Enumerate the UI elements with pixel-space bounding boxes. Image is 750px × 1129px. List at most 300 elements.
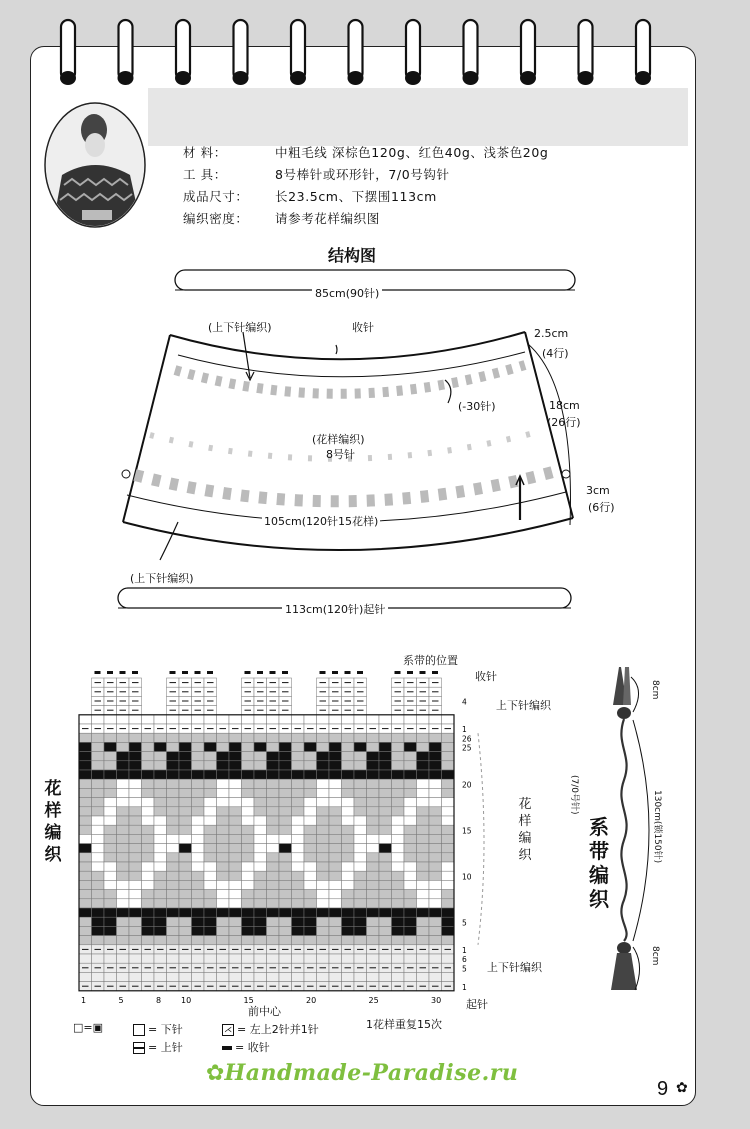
chart-cell — [192, 844, 205, 853]
chart-cell — [379, 853, 392, 862]
chart-cell — [304, 853, 317, 862]
chart-cell — [104, 853, 117, 862]
chart-cell — [417, 761, 430, 770]
chart-cell — [279, 752, 292, 761]
chart-cell — [329, 779, 342, 788]
chart-cell — [267, 788, 280, 797]
chart-cell — [129, 844, 142, 853]
chart-cell — [279, 834, 292, 843]
chart-cell — [342, 890, 355, 899]
chart-cell — [154, 890, 167, 899]
chart-cell — [79, 926, 92, 935]
chart-cell — [354, 752, 367, 761]
chart-cell — [242, 761, 255, 770]
chart-cell — [292, 972, 305, 981]
chart-cell — [367, 862, 380, 871]
chart-cell — [417, 834, 430, 843]
chart-cell — [129, 788, 142, 797]
chart-cell — [279, 908, 292, 917]
chart-cell — [192, 752, 205, 761]
chart-cell — [217, 742, 230, 751]
chart-cell — [304, 908, 317, 917]
chart-cell — [429, 816, 442, 825]
chart-cell — [129, 742, 142, 751]
chart-cell — [267, 834, 280, 843]
chart-cell — [354, 844, 367, 853]
chart-cell — [279, 816, 292, 825]
chart-cell — [392, 825, 405, 834]
chart-cell — [217, 936, 230, 945]
chart-cell — [167, 788, 180, 797]
chart-cell — [404, 788, 417, 797]
chart-cell — [254, 761, 267, 770]
chart-cell — [317, 770, 330, 779]
chart-cell — [204, 853, 217, 862]
chart-cell — [217, 890, 230, 899]
chart-cell — [292, 715, 305, 724]
chart-cell — [254, 853, 267, 862]
chart-cell — [217, 816, 230, 825]
repeat-note: 1花样重复15次 — [366, 1018, 442, 1031]
chart-cell — [204, 816, 217, 825]
chart-cell — [179, 715, 192, 724]
chart-cell — [442, 926, 455, 935]
chart-cell — [367, 752, 380, 761]
chart-cell — [329, 844, 342, 853]
chart-cell — [354, 825, 367, 834]
chart-cell — [154, 752, 167, 761]
chart-cell — [404, 853, 417, 862]
bind-off-mark — [257, 671, 263, 674]
chart-cell — [142, 825, 155, 834]
chart-cell — [79, 880, 92, 889]
chart-cell — [204, 770, 217, 779]
chart-cell — [267, 816, 280, 825]
chart-cell — [117, 890, 130, 899]
chart-cell — [229, 752, 242, 761]
chart-cell — [104, 742, 117, 751]
chart-cell — [279, 917, 292, 926]
chart-cell — [267, 972, 280, 981]
bind-off-mark — [345, 671, 351, 674]
chart-cell — [429, 770, 442, 779]
chart-cell — [129, 926, 142, 935]
chart-cell — [292, 954, 305, 963]
chart-cell — [254, 899, 267, 908]
chart-cell — [267, 880, 280, 889]
chart-cell — [154, 733, 167, 742]
chart-cell — [254, 834, 267, 843]
chart-cell — [142, 853, 155, 862]
chart-cell — [354, 798, 367, 807]
chart-cell — [104, 908, 117, 917]
chart-cell — [329, 742, 342, 751]
chart-cell — [179, 954, 192, 963]
chart-cell — [354, 807, 367, 816]
chart-cell — [104, 926, 117, 935]
chart-cell — [379, 761, 392, 770]
chart-cell — [217, 844, 230, 853]
chart-cell — [179, 761, 192, 770]
chart-cell — [229, 807, 242, 816]
chart-cell — [79, 936, 92, 945]
chart-cell — [429, 798, 442, 807]
chart-cell — [292, 834, 305, 843]
chart-cell — [392, 788, 405, 797]
chart-cell — [367, 715, 380, 724]
chart-cell — [417, 871, 430, 880]
dim-top-cm: 2.5cm — [534, 327, 569, 340]
chart-cell — [79, 742, 92, 751]
needle-label: 8号针 — [326, 448, 355, 461]
chart-cell — [179, 834, 192, 843]
legend-knit — [133, 1021, 183, 1037]
bind-off-mark — [120, 671, 126, 674]
chart-cell — [92, 853, 105, 862]
chart-cell — [79, 788, 92, 797]
chart-cell — [317, 871, 330, 880]
spiral-binding — [0, 0, 750, 100]
chart-cell — [92, 761, 105, 770]
chart-cell — [167, 954, 180, 963]
chart-cell — [442, 834, 455, 843]
chart-cell — [304, 954, 317, 963]
chart-cell — [217, 788, 230, 797]
chart-cell — [254, 908, 267, 917]
chart-cell — [242, 908, 255, 917]
chart-cell — [342, 880, 355, 889]
chart-cell — [429, 788, 442, 797]
chart-cell — [292, 926, 305, 935]
chart-cell — [129, 954, 142, 963]
bind-off-mark — [320, 671, 326, 674]
chart-cell — [392, 899, 405, 908]
chart-cell — [417, 908, 430, 917]
chart-cell — [379, 972, 392, 981]
bind-off-mark — [432, 671, 438, 674]
chart-cell — [92, 807, 105, 816]
bind-off-mark — [357, 671, 363, 674]
bind-off-mark — [170, 671, 176, 674]
chart-cell — [229, 936, 242, 945]
top-band-label: (上下针编织) — [208, 321, 272, 334]
chart-cell — [392, 936, 405, 945]
chart-cell — [354, 834, 367, 843]
chart-cell — [417, 972, 430, 981]
chart-cell — [79, 853, 92, 862]
bottom-band-label: (上下针编织) — [130, 572, 194, 585]
binding-ring — [175, 20, 191, 85]
chart-cell — [304, 844, 317, 853]
chart-cell — [192, 871, 205, 880]
chart-cell — [304, 834, 317, 843]
info-label: 成品尺寸： — [183, 189, 249, 204]
chart-cell — [117, 871, 130, 880]
dim-top-rows: (4行) — [542, 347, 569, 360]
chart-cell — [354, 862, 367, 871]
chart-cell — [167, 880, 180, 889]
chart-cell — [392, 752, 405, 761]
chart-cell — [342, 908, 355, 917]
chart-cell — [342, 853, 355, 862]
chart-cell — [404, 761, 417, 770]
info-value: 8号棒针或环形针，7/0号钩针 — [275, 167, 450, 182]
chart-cell — [254, 742, 267, 751]
chart-cell — [329, 871, 342, 880]
chart-cell — [279, 807, 292, 816]
chart-cell — [154, 834, 167, 843]
tie-title: 系带编织 — [589, 815, 609, 911]
binding-ring — [233, 20, 249, 85]
column-number: 10 — [181, 995, 192, 1005]
chart-cell — [342, 816, 355, 825]
info-value: 中粗毛线 深棕色120g、红色40g、浅茶色20g — [275, 145, 549, 160]
chart-cell — [129, 862, 142, 871]
bind-off-mark — [420, 671, 426, 674]
chart-cell — [142, 807, 155, 816]
chart-cell — [329, 972, 342, 981]
chart-cell — [267, 807, 280, 816]
chart-cell — [304, 779, 317, 788]
chart-cell — [254, 972, 267, 981]
legend-purl-text: = 上针 — [148, 1041, 183, 1054]
chart-cell — [379, 816, 392, 825]
chart-cell — [392, 862, 405, 871]
chart-cell — [154, 871, 167, 880]
chart-cell — [104, 825, 117, 834]
chart-cell — [342, 936, 355, 945]
structure-diagram — [0, 260, 750, 640]
chart-cell — [179, 733, 192, 742]
chart-cell — [92, 890, 105, 899]
chart-cell — [92, 926, 105, 935]
chart-cell — [167, 972, 180, 981]
chart-cell — [229, 853, 242, 862]
pattern-brace — [478, 733, 484, 945]
chart-cell — [317, 899, 330, 908]
chart-cell — [317, 890, 330, 899]
chart-cell — [442, 807, 455, 816]
chart-cell — [92, 917, 105, 926]
chart-cell — [279, 926, 292, 935]
chart-cell — [117, 908, 130, 917]
chart-cell — [117, 917, 130, 926]
chart-cell — [79, 890, 92, 899]
chart-cell — [279, 853, 292, 862]
chart-cell — [354, 954, 367, 963]
chart-cell — [342, 972, 355, 981]
chart-cell — [217, 954, 230, 963]
chart-cell — [404, 880, 417, 889]
chart-cell — [179, 926, 192, 935]
chart-cell — [329, 807, 342, 816]
chart-cell — [304, 871, 317, 880]
chart-cell — [317, 798, 330, 807]
chart-cell — [104, 761, 117, 770]
chart-cell — [179, 972, 192, 981]
chart-cell — [304, 917, 317, 926]
chart-cell — [167, 844, 180, 853]
chart-cell — [267, 733, 280, 742]
chart-cell — [367, 770, 380, 779]
chart-cell — [129, 917, 142, 926]
chart-cell — [92, 715, 105, 724]
chart-cell — [92, 788, 105, 797]
chart-cell — [354, 715, 367, 724]
chart-cell — [417, 890, 430, 899]
chart-cell — [279, 890, 292, 899]
chart-cell — [192, 779, 205, 788]
chart-cell — [104, 715, 117, 724]
chart-cell — [192, 890, 205, 899]
chart-cell — [379, 926, 392, 935]
chart-cell — [217, 761, 230, 770]
chart-cell — [142, 798, 155, 807]
chart-cell — [129, 871, 142, 880]
chart-cell — [317, 761, 330, 770]
column-number: 30 — [431, 995, 442, 1005]
chart-cell — [92, 742, 105, 751]
chart-cell — [254, 926, 267, 935]
chart-cell — [379, 825, 392, 834]
chart-cell — [129, 853, 142, 862]
chart-cell — [442, 954, 455, 963]
chart-cell — [167, 816, 180, 825]
chart-cell — [442, 733, 455, 742]
chart-cell — [254, 890, 267, 899]
chart-cell — [304, 862, 317, 871]
chart-cell — [229, 926, 242, 935]
chart-cell — [404, 972, 417, 981]
chart-cell — [342, 788, 355, 797]
chart-cell — [142, 880, 155, 889]
k2tog-symbol-icon: ⋌ — [224, 1025, 232, 1034]
chart-cell — [267, 936, 280, 945]
chart-cell — [92, 871, 105, 880]
chart-cell — [229, 715, 242, 724]
chart-cell — [367, 825, 380, 834]
bind-off-mark — [332, 671, 338, 674]
chart-cell — [254, 715, 267, 724]
tassel-top-length: 8cm — [650, 680, 660, 700]
info-value: 长23.5cm、下摆围113cm — [275, 189, 437, 204]
legend-bind-off — [222, 1039, 270, 1055]
chart-cell — [79, 807, 92, 816]
chart-cell — [442, 917, 455, 926]
chart-cell — [317, 880, 330, 889]
chart-cell — [117, 844, 130, 853]
chart-cell — [192, 972, 205, 981]
chart-cell — [104, 936, 117, 945]
chart-cell — [367, 880, 380, 889]
chart-cell — [317, 807, 330, 816]
chart-cell — [329, 917, 342, 926]
chart-cell — [279, 825, 292, 834]
chart-cell — [317, 917, 330, 926]
row-number: 25 — [462, 743, 472, 753]
chart-cell — [92, 908, 105, 917]
chart-cell — [404, 844, 417, 853]
chart-cell — [217, 834, 230, 843]
chart-cell — [167, 862, 180, 871]
chart-cell — [79, 798, 92, 807]
chart-cell — [379, 752, 392, 761]
chart-cell — [304, 761, 317, 770]
chart-cell — [367, 899, 380, 908]
chart-cell — [142, 899, 155, 908]
chart-cell — [442, 899, 455, 908]
chart-cell — [267, 752, 280, 761]
chart-cell — [404, 899, 417, 908]
chart-cell — [129, 733, 142, 742]
chart-cell — [367, 733, 380, 742]
chart-cell — [217, 926, 230, 935]
chart-cell — [329, 899, 342, 908]
chart-cell — [292, 733, 305, 742]
bind-off-mark — [182, 671, 188, 674]
chart-cell — [292, 816, 305, 825]
chart-cell — [242, 899, 255, 908]
chart-cell — [367, 926, 380, 935]
chart-cell — [442, 752, 455, 761]
chart-cell — [167, 770, 180, 779]
chart-cell — [242, 917, 255, 926]
chart-cell — [404, 862, 417, 871]
chart-cell — [329, 954, 342, 963]
chart-cell — [404, 770, 417, 779]
chart-cell — [117, 788, 130, 797]
chart-cell — [217, 972, 230, 981]
chart-cell — [292, 798, 305, 807]
chart-cell — [179, 908, 192, 917]
chart-cell — [167, 825, 180, 834]
chart-cell — [204, 788, 217, 797]
chart-cell — [217, 871, 230, 880]
chart-cell — [217, 917, 230, 926]
chart-cell — [129, 825, 142, 834]
chart-bottom-band-label: 上下针编织 — [487, 961, 542, 974]
chart-cell — [154, 770, 167, 779]
chart-cell — [442, 936, 455, 945]
chart-cell — [267, 926, 280, 935]
chart-cell — [279, 715, 292, 724]
chart-cell — [104, 779, 117, 788]
chart-cell — [217, 825, 230, 834]
chart-cell — [329, 853, 342, 862]
row-number: 4 — [462, 697, 467, 707]
chart-cell — [167, 742, 180, 751]
model-photo-image — [42, 100, 148, 230]
chart-cell — [442, 816, 455, 825]
chart-cell — [229, 788, 242, 797]
chart-cell — [229, 862, 242, 871]
chart-cell — [167, 779, 180, 788]
chart-cell — [367, 788, 380, 797]
chart-cell — [167, 871, 180, 880]
chart-cell — [417, 779, 430, 788]
chart-cell — [292, 890, 305, 899]
chart-cell — [154, 899, 167, 908]
chart-cell — [254, 825, 267, 834]
cast-on-label: 起针 — [466, 998, 488, 1011]
chart-cell — [392, 954, 405, 963]
chart-cell — [117, 954, 130, 963]
chart-cell — [229, 890, 242, 899]
chart-cell — [79, 715, 92, 724]
column-number: 25 — [368, 995, 379, 1005]
chart-cell — [192, 899, 205, 908]
chart-cell — [204, 880, 217, 889]
